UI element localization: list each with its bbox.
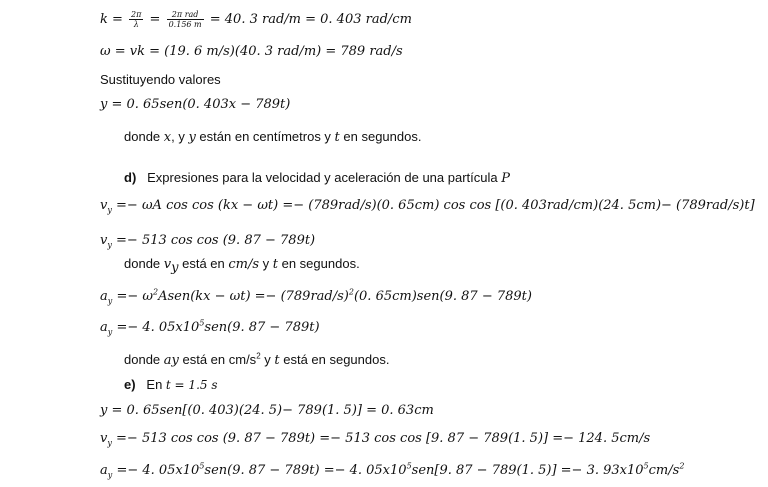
section-e-heading xyxy=(124,378,217,391)
var-v: v xyxy=(163,257,172,272)
equation-part: (0. 65cm)sen(9. 87 − 789t) xyxy=(353,289,532,304)
text-fragment: en segundos. xyxy=(278,256,360,271)
time-condition: t = 1.5 s xyxy=(165,378,218,392)
text-fragment: está en cm/s xyxy=(178,352,257,367)
text-fragment: está en xyxy=(178,256,229,271)
var-a: a xyxy=(100,289,108,304)
superscript: 5 xyxy=(406,461,412,471)
k-result: = 40. 3 rad/m = 0. 403 rad/cm xyxy=(209,12,412,28)
subscript-y: y xyxy=(107,240,112,250)
unit-cm-s: cm/s xyxy=(228,257,260,272)
superscript: 5 xyxy=(199,461,205,471)
subscript-y: y xyxy=(171,260,179,276)
equation-velocity-full xyxy=(100,198,755,215)
section-d-label: d) xyxy=(124,170,137,185)
var-a: a xyxy=(100,320,108,335)
superscript: 2 xyxy=(348,287,354,297)
equation-acceleration-simplified xyxy=(100,318,320,337)
var-t: t xyxy=(272,257,278,272)
var-v: v xyxy=(100,198,108,213)
text-fragment: está en segundos. xyxy=(279,352,390,367)
k-lhs: k = xyxy=(100,12,123,28)
equation-part: sen(9. 87 − 789t) =− 4. 05x10 xyxy=(204,463,407,478)
var-t: t xyxy=(334,130,340,145)
text-fragment: donde xyxy=(124,129,164,144)
superscript: 2 xyxy=(152,287,159,297)
var-t: t xyxy=(274,353,280,368)
text-fragment: en segundos. xyxy=(339,129,422,144)
equation-wave-function: y = 0. 65sen(0. 403x − 789t) xyxy=(100,97,291,112)
equation-angular-frequency: ω = vk = (19. 6 m/s)(40. 3 rad/m) = 789 rad/s xyxy=(100,44,403,59)
text-fragment: y xyxy=(260,352,275,367)
text-fragment: donde xyxy=(124,352,164,367)
subscript-y: y xyxy=(107,327,113,337)
text-fragment: donde xyxy=(124,256,164,271)
fraction-2pi-lambda xyxy=(129,10,143,29)
equation-part: cm/s xyxy=(648,463,680,478)
equation-part: =− 4. 05x10 xyxy=(116,320,200,335)
var-v: v xyxy=(100,233,108,248)
equation-displacement-at-t: y = 0. 65sen[(0. 403)(24. 5)− 789(1. 5)] = 0. 63cm xyxy=(100,403,434,418)
paragraph-acceleration-units xyxy=(124,353,389,367)
superscript: 2 xyxy=(256,351,261,361)
equation-body: =− 513 cos cos (9. 87 − 789t) xyxy=(116,233,316,248)
paragraph-velocity-units xyxy=(124,256,360,276)
equation-part: Asen(kx − ωt) =− (789rad/s) xyxy=(158,289,349,304)
fraction-numerator: 2π rad xyxy=(167,10,204,20)
superscript: 2 xyxy=(679,461,685,471)
section-d-heading xyxy=(124,171,510,185)
subscript-y: y xyxy=(107,296,113,306)
fraction-numerator: 2π xyxy=(131,10,142,19)
text-fragment: y xyxy=(259,256,273,271)
var-p: P xyxy=(501,171,510,186)
superscript: 5 xyxy=(643,461,649,471)
equation-wave-number xyxy=(100,10,412,29)
section-d-text: Expresiones para la velocidad y aceleración de una partícula xyxy=(147,170,502,185)
fraction-2pi-rad xyxy=(167,10,204,29)
k-equals: = xyxy=(149,12,161,28)
text-fragment: , y xyxy=(171,129,189,144)
var-ay: ay xyxy=(163,353,179,368)
fraction-denominator: λ xyxy=(133,20,139,30)
text-fragment: están en centímetros y xyxy=(195,129,335,144)
equation-body: =− 513 cos cos (9. 87 − 789t) =− 513 cos cos [9. 87 − 789(1. 5)] =− 124. 5cm/s xyxy=(116,431,651,446)
equation-part: =− ω xyxy=(116,289,153,304)
var-x: x xyxy=(163,130,172,145)
paragraph-substituting: Sustituyendo valores xyxy=(100,72,221,87)
section-e-text: En xyxy=(146,377,166,392)
equation-part: sen(9. 87 − 789t) xyxy=(204,320,320,335)
subscript-y: y xyxy=(107,470,113,480)
subscript-y: y xyxy=(107,438,112,448)
var-a: a xyxy=(100,463,108,478)
equation-part: =− 4. 05x10 xyxy=(116,463,200,478)
fraction-denominator: 0.156 m xyxy=(168,20,202,30)
equation-velocity-at-t xyxy=(100,431,651,448)
equation-body: =− ωA cos cos (kx − ωt) =− (789rad/s)(0. 65cm) cos cos [(0. 403rad/cm)(24. 5cm)− (789rad/s)t] xyxy=(116,198,755,213)
equation-acceleration-at-t xyxy=(100,461,685,480)
subscript-y: y xyxy=(107,205,112,215)
superscript: 5 xyxy=(199,318,205,328)
equation-part: sen[9. 87 − 789(1. 5)] =− 3. 93x10 xyxy=(411,463,644,478)
equation-acceleration-full xyxy=(100,287,532,306)
paragraph-where-units xyxy=(124,130,421,144)
equation-velocity-simplified xyxy=(100,233,316,250)
var-y: y xyxy=(188,130,196,145)
var-v: v xyxy=(100,431,108,446)
section-e-label: e) xyxy=(124,377,136,392)
